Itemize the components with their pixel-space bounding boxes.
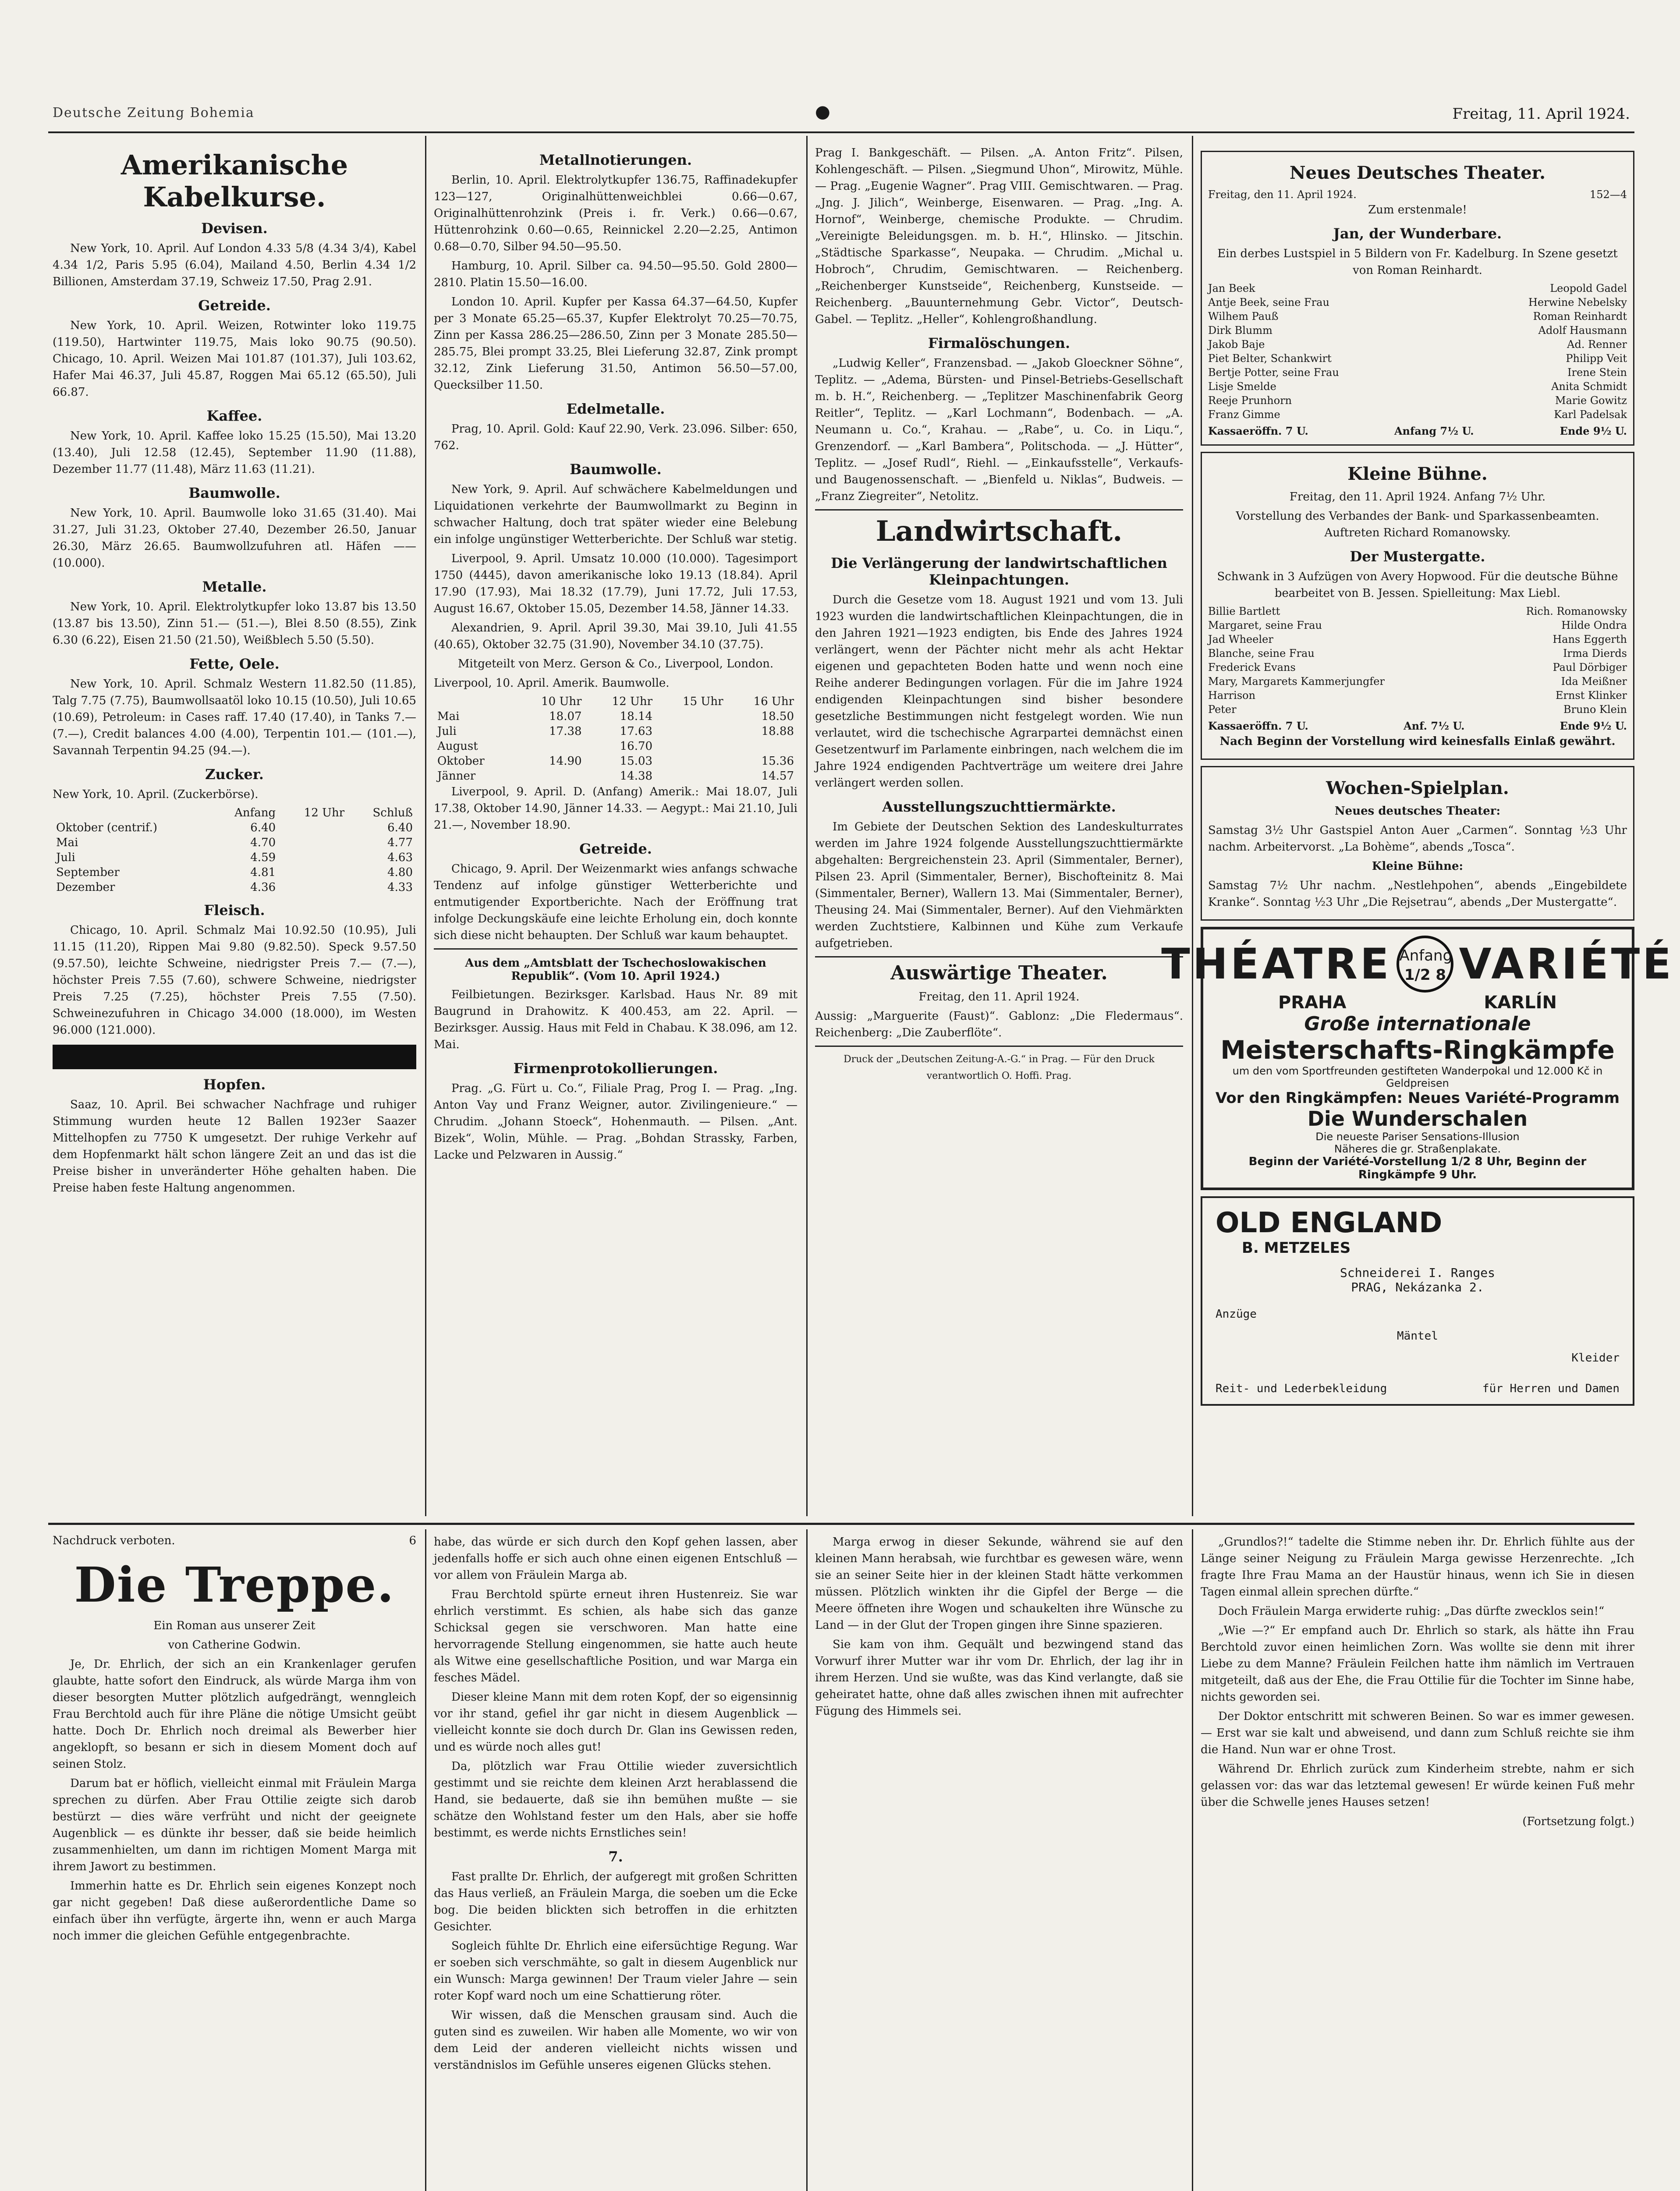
- oe-item: Mäntel: [1397, 1329, 1438, 1343]
- cast-actor: Irene Stein: [1567, 366, 1627, 379]
- table-cell: [279, 850, 348, 865]
- theatre-date-row: [1208, 188, 1627, 202]
- variete-line-8: Beginn der Variété-Vorstellung 1/2 8 Uhr, Beginn der Ringkämpfe 9 Uhr.: [1248, 1155, 1587, 1181]
- serial-paragraph: Frau Berchtold spürte erneut ihren Hustenreiz. Sie war ehrlich verstimmt. Es schien, als habe sich das ganze Schicksal gegen sie verschworen. Man hatte eine hervorragende Stellung eingenommen, sie hatte auch heute als Witwe eine gesellschaftliche Position, und war Marga ein fesches Mädel.: [434, 1588, 797, 1684]
- text-imprint: Druck der „Deutschen Zeitung-A.-G.“ in Prag. — Für den Druck verantwortlich O. Hoffi. Prag.: [844, 1054, 1155, 1081]
- table-cell: 4.33: [387, 881, 413, 894]
- serial-title: Die Treppe.: [74, 1556, 395, 1613]
- theatre-desc: Ein derbes Lustspiel in 5 Bildern von Fr. Kadelburg. In Szene gesetzt von Roman Reinhardt.: [1217, 247, 1618, 277]
- table-cell: Oktober: [437, 755, 485, 768]
- serial-top: [53, 1534, 416, 1548]
- oe-addr2: PRAG, Nekázanka 2.: [1351, 1280, 1484, 1294]
- table-cell: Dezember: [56, 881, 115, 894]
- text-alexandria: Alexandrien, 9. April. April 39.30, Mai 39.10, Juli 41.55 (40.65), Oktober 32.75 (31.90), November 34.10 (37.75).: [434, 621, 797, 651]
- cast-row: [1208, 604, 1627, 618]
- time-ende: Ende 9½ U.: [1559, 720, 1627, 732]
- table-header-cell: [434, 694, 514, 709]
- table-header-cell: Schluß: [372, 806, 413, 819]
- variete-line-1: Große internationale: [1304, 1013, 1531, 1035]
- table-cell: [279, 880, 348, 895]
- variete-title-row: [1161, 936, 1674, 993]
- variete-time: 1/2 8: [1404, 966, 1446, 984]
- column-market-reports: [53, 145, 416, 1516]
- text-ausw: Aussig: „Marguerite (Faust)“. Gablonz: „Die Fledermaus“. Reichenberg: „Die Zauberflöte“.: [815, 1010, 1183, 1039]
- variete-city: KARLÍN: [1484, 993, 1557, 1013]
- table-header-row: [434, 694, 797, 709]
- ad-neues-deutsches-theater: [1201, 151, 1634, 446]
- page-marker: ●: [815, 102, 830, 122]
- theatre-date: Freitag, den 11. April 1924.: [1208, 188, 1357, 201]
- serial-column-4: [1201, 1534, 1634, 2191]
- heading-loeschungen: Firmalöschungen.: [928, 335, 1070, 351]
- text-zucker-line: New York, 10. April. (Zuckerbörse).: [53, 788, 259, 801]
- table-cell: 17.38: [549, 725, 582, 738]
- variete-line-7: Näheres die gr. Straßenplakate.: [1334, 1143, 1501, 1155]
- text-ausw-date: Freitag, den 11. April 1924.: [918, 990, 1080, 1003]
- serial-paragraph: Darum bat er höflich, vielleicht einmal mit Fräulein Marga sprechen zu dürfen. Aber Frau Ottilie zeigte sich darob bestürzt — dies wäre verfrüht und nicht der geeignete Augenblick — es dünkte ihr besser, daß sie beide heimlich zusammenhielten, um dann im richtigen Moment Marga mit ihrem Jawort zu bestimmen.: [53, 1777, 416, 1873]
- table-header-cell: [53, 805, 209, 820]
- text-fette: New York, 10. April. Schmalz Western 11.82.50 (11.85), Talg 7.75 (7.75), Baumwollsaatöl loko 10.15 (10.50), Juli 10.65 (10.69), Petroleum: in Cases raff. 17.40 (17.40), in Tanks 7.— (7.—), Credit balances 4.00 (4.00), Terpentin 101.— (101.—), Savannah Terpentin 94.25 (94.—).: [53, 677, 416, 757]
- oe-title: OLD ENGLAND: [1216, 1207, 1443, 1239]
- serial-paragraph: Je, Dr. Ehrlich, der sich an ein Krankenlager gerufen glaubte, hatte sofort den Eindruck, als würde Marga ihm von dieser besorgten Mutter plötzlich aufgedrängt, wenngleich Frau Berchtold auch für ihre Pläne die nötige Umsicht geübt hatte. Doch Dr. Ehrlich noch dreimal als Bewerber hier angeklopft, so besann er sich in diesem Moment doch auf seinen Stolz.: [53, 1658, 416, 1771]
- heading-zucker: Zucker.: [205, 766, 264, 783]
- heading-hopfen: Hopfen.: [203, 1076, 266, 1093]
- text-loeschungen: „Ludwig Keller“, Franzensbad. — „Jakob Gloeckner Söhne“, Teplitz. — „Adema, Bürsten- und Pinsel-Betriebs-Gesellschaft m. b. H.“, Reichenberg. — „Teplitzer Maschinenfabrik Georg Reitler“, Teplitz. — „Karl Lochmann“, Bodenbach. — „A. Neumann u. Co.“, Krahau. — „Rabe“, u. Co. in Liqu.“, Grenzendorf. — „Karl Bambera“, Politschoda. — „J. Hütter“, Teplitz. — „Josef Rudl“, Riehl. — „Einkaufsstelle“, Verkaufs- und Baugenossenschaft. — „Bienfeld u. Niklas“, Budweis. — „Franz Ziegreiter“, Netolitz.: [815, 357, 1183, 503]
- heading-fleisch: Fleisch.: [204, 902, 265, 918]
- cast-actor: Herwine Nebelsky: [1528, 296, 1627, 308]
- variete-city: PRAHA: [1278, 993, 1347, 1013]
- serial-author: von Catherine Godwin.: [168, 1638, 301, 1652]
- text-liverpool-title: Liverpool, 10. April. Amerik. Baumwolle.: [434, 677, 670, 690]
- table-cell: 4.59: [250, 851, 276, 864]
- serial-paragraph: Der Doktor entschritt mit schweren Beinen. So war es immer gewesen. — Erst war sie kalt und abweisend, und dann zum Schluß reichte sie ihm die Hand. Nun war er ohne Trost.: [1201, 1710, 1634, 1756]
- cast-row: [1208, 365, 1627, 379]
- table-cell: 4.70: [250, 836, 276, 849]
- kb-note: Nach Beginn der Vorstellung wird keinesfalls Einlaß gewährt.: [1219, 735, 1616, 748]
- cast-role: Jad Wheeler: [1208, 633, 1273, 645]
- table-header-cell: 10 Uhr: [541, 695, 582, 708]
- table-cell: Jänner: [437, 769, 476, 783]
- cast-actor: Hans Eggerth: [1552, 633, 1627, 645]
- cast-actor: Leopold Gadel: [1550, 282, 1627, 294]
- heading-firmen: Firmenprotokollierungen.: [513, 1060, 718, 1077]
- kb-times: [1208, 719, 1627, 733]
- table-cell: [514, 769, 585, 784]
- table-cell: 6.40: [387, 821, 413, 834]
- table-row: [434, 754, 797, 769]
- cast-row: [1208, 281, 1627, 295]
- cast-row: [1208, 295, 1627, 309]
- table-cell: Mai: [437, 710, 460, 723]
- cast-role: Peter: [1208, 703, 1237, 716]
- table-cell: [279, 835, 348, 850]
- variete-cities: [1209, 993, 1626, 1013]
- text-hopfen: Saaz, 10. April. Bei schwacher Nachfrage und ruhiger Stimmung wurden heute 12 Ballen 1923er Saazer Mittelhopfen zu 7750 K umgesetzt. Der ruhige Verkehr auf dem Hopfenmarkt hält schon längere Zeit an und das ist die Preise bisher in unveränderter Höhe gehalten haben. Die Preise haben feste Haltung angenommen.: [53, 1098, 416, 1195]
- section-rule: [815, 956, 1183, 957]
- serial-column-3: [815, 1534, 1183, 2191]
- text-amtsblatt: Feilbietungen. Bezirksger. Karlsbad. Haus Nr. 89 mit Baugrund in Drahowitz. K 400.453, am 22. April. — Bezirksger. Aussig. Haus mit Feld in Chabau. K 38.096, am 12. Mai.: [434, 988, 797, 1051]
- cast-role: Reeje Prunhorn: [1208, 394, 1292, 407]
- table-cell: 4.77: [387, 836, 413, 849]
- column-divider: [1192, 136, 1193, 1516]
- cast-role: Franz Gimme: [1208, 408, 1280, 421]
- cast-actor: Hilde Ondra: [1561, 619, 1627, 631]
- table-cell: September: [56, 866, 120, 879]
- oe-footer: [1216, 1382, 1620, 1395]
- table-cell: Juli: [56, 851, 75, 864]
- table-cell: [514, 739, 585, 754]
- cast-role: Jan Beek: [1208, 282, 1255, 294]
- table-cell: Juli: [437, 725, 457, 738]
- heading-fette: Fette, Oele.: [189, 656, 280, 672]
- table-header-cell: Anfang: [234, 806, 276, 819]
- issue-date: Freitag, 11. April 1924.: [1452, 105, 1630, 123]
- cast-row: [1208, 646, 1627, 660]
- column-divider: [806, 136, 808, 1516]
- table-cell: [656, 739, 727, 754]
- cast-row: [1208, 309, 1627, 323]
- cast-list: [1208, 281, 1627, 422]
- table-cell: [279, 820, 348, 835]
- table-cell: 4.36: [250, 881, 276, 894]
- cast-row: [1208, 632, 1627, 646]
- table-cell: [656, 754, 727, 769]
- text-ausstellung: Im Gebiete der Deutschen Sektion des Landeskulturrates werden im Jahre 1924 folgende Ausstellungszuchttiermärkte abgehalten: Bergreichenstein 23. April (Simmentaler, Berner), Pilsen 23. April (Simmentaler, Berner), Bischofteinitz 8. Mai (Simmentaler, Berner), Wallern 13. Mai (Simmentaler, Berner), Theusing 24. Mai (Simmentaler, Berner). Auf den Viehmärkten werden Zuchtstiere, Kalbinnen und Kühe zum Verkaufe aufgetrieben.: [815, 820, 1183, 950]
- section-title-kabelkurse: Amerikanische Kabelkurse.: [121, 149, 348, 213]
- cast-row: [1208, 618, 1627, 632]
- oe-owner: B. METZELES: [1242, 1239, 1351, 1257]
- text-hamburg: Hamburg, 10. April. Silber ca. 94.50—95.50. Gold 2800—2810. Platin 15.50—16.00.: [434, 259, 797, 289]
- section-title-landwirtschaft: Landwirtschaft.: [875, 515, 1123, 548]
- table-cell: 14.57: [761, 769, 794, 783]
- table-cell: 18.07: [549, 710, 582, 723]
- variete-line-2: Meisterschafts-Ringkämpfe: [1220, 1035, 1615, 1065]
- heading-baumwolle: Baumwolle.: [570, 461, 662, 478]
- table-cell: 18.50: [761, 710, 794, 723]
- oe-addr1: Schneiderei I. Ranges: [1340, 1266, 1495, 1280]
- variete-line-4: Vor den Ringkämpfen: Neues Variété-Programm: [1215, 1089, 1620, 1107]
- variete-title-2: VARIÉTÉ: [1459, 940, 1674, 989]
- theatre-title: Neues Deutsches Theater.: [1289, 163, 1545, 183]
- variete-title-1: THÉATRE: [1161, 940, 1392, 989]
- section-rule: [815, 509, 1183, 511]
- cast-row: [1208, 660, 1627, 674]
- cast-row: [1208, 337, 1627, 351]
- cast-role: Dirk Blumm: [1208, 324, 1272, 337]
- table-header-cell: 16 Uhr: [753, 695, 794, 708]
- serial-paragraph: „Grundlos?!“ tadelte die Stimme neben ihr. Dr. Ehrlich fühlte aus der Länge seiner Neigung zu Fräulein Marga gewisse Herzenrechte. „Ich fragte Ihre Frau Mama an der Haustür hinaus, wenn ich Sie in diesen Tagen einmal allein sprechen dürfte.“: [1201, 1535, 1634, 1599]
- serial-column-1: [53, 1534, 416, 2191]
- cast-actor: Karl Padelsak: [1554, 408, 1627, 421]
- table-cell: 16.70: [620, 740, 653, 753]
- serial-paragraph: Während Dr. Ehrlich zurück zum Kinderheim strebte, nahm er sich gelassen vor: das war das letztemal gewesen! Er würde keinen Fuß mehr über die Schwelle jenes Hauses setzen!: [1201, 1762, 1634, 1809]
- wsp-text2: Samstag 7½ Uhr nachm. „Nestlehpohen“, abends „Eingebildete Kranke“. Sonntag ½3 Uhr „Die Rejsetrau“, abends „Der Mustergatte“.: [1208, 879, 1627, 909]
- serial-paragraph: Sogleich fühlte Dr. Ehrlich eine eifersüchtige Regung. War er soeben sich verschmähte, so galt in diesem Augenblick nur ein Wunsch: Marga gewinnen! Der Traum vieler Jahre — sein roter Kopf ward noch um eine Schattierung röter.: [434, 1939, 797, 2003]
- nachdruck: Nachdruck verboten.: [53, 1534, 175, 1547]
- heading-devisen: Devisen.: [201, 220, 268, 237]
- column-registers-agriculture: [815, 145, 1183, 1516]
- cast-role: Mary, Margarets Kammerjungfer: [1208, 675, 1385, 688]
- theatre-times: [1208, 424, 1627, 438]
- chapter-number: 7.: [608, 1848, 623, 1865]
- text-metalle: New York, 10. April. Elektrolytkupfer loko 13.87 bis 13.50 (13.87 bis 13.50), Zinn 51.— (51.—), Blei 8.50 (8.55), Zink 6.30 (6.22), Eisen 21.50 (21.50), Weißblech 5.50 (5.50).: [53, 600, 416, 647]
- variete-line-5: Die Wunderschalen: [1307, 1107, 1528, 1131]
- cast-role: Blanche, seine Frau: [1208, 647, 1315, 659]
- cast-role: Bertje Potter, seine Frau: [1208, 366, 1339, 379]
- ad-kleine-buehne: [1201, 452, 1634, 760]
- text-london: London 10. April. Kupfer per Kassa 64.37—64.50, Kupfer per 3 Monate 65.25—65.37, Kupfer Elektrolyt 70.25—70.75, Zinn per Kassa 286.25—286.50, Zinn per 3 Monate 285.50—285.75, Blei prompt 33.25, Blei Lieferung 32.87, Zink prompt 32.12, Zink Lieferung 31.50, Antimon 56.50—57.00, Quecksilber 11.50.: [434, 295, 797, 392]
- table-cell: [727, 739, 797, 754]
- ad-theatre-variete: [1161, 927, 1674, 1190]
- cast-role: Piet Belter, Schankwirt: [1208, 352, 1332, 365]
- cast-actor: Rich. Romanowsky: [1526, 605, 1627, 617]
- table-cell: 18.88: [761, 725, 794, 738]
- cast-actor: Philipp Veit: [1566, 352, 1627, 365]
- table-cell: August: [437, 740, 478, 753]
- oe-footer-right: für Herren und Damen: [1482, 1382, 1620, 1395]
- column-theatre-ads: [1161, 145, 1674, 1516]
- serial-paragraph: Immerhin hatte es Dr. Ehrlich sein eigenes Konzept noch gar nicht gegeben! Daß diese außerordentliche Dame so einfach über ihn verfügte, ärgerte ihn, wenn er auch Marga noch immer die gleichen Gefühle entgegenbrachte.: [53, 1879, 416, 1943]
- cast-actor: Paul Dörbiger: [1552, 661, 1627, 674]
- table-row: [434, 709, 797, 724]
- heading-kleinpachtungen: Die Verlängerung der landwirtschaftlichen Kleinpachtungen.: [831, 555, 1167, 588]
- section-rule: [815, 1046, 1183, 1047]
- table-cell: 15.36: [761, 755, 794, 768]
- theatre-first: Zum erstenmale!: [1368, 203, 1467, 216]
- table-row: [53, 850, 416, 865]
- table-cell: [656, 724, 727, 739]
- text-metalle: Berlin, 10. April. Elektrolytkupfer 136.75, Raffinadekupfer 123—127, Originalhüttenweichblei 0.66—0.67, Originalhüttenrohzink (Preis i. fr. Verk.) 0.66—0.67, Hüttenrohzink 0.60—0.65, Reinnickel 2.20—2.25, Antimon 0.68—0.70, Silber 94.50—95.50.: [434, 174, 797, 253]
- text-baumwolle: New York, 9. April. Auf schwächere Kabelmeldungen und Liquidationen verkehrte der Baumwollmarkt zu Beginn in schwacher Haltung, doch trat später wieder eine Belebung ein infolge ungünstiger Wetterberichte. Der Schluß war stetig.: [434, 483, 797, 546]
- table-cell: 17.63: [620, 725, 653, 738]
- table-cell: [656, 769, 727, 784]
- table-cell: 6.40: [250, 821, 276, 834]
- wsp-text: Samstag 3½ Uhr Gastspiel Anton Auer „Carmen“. Sonntag ½3 Uhr nachm. Arbeitervorst. „La Bohème“, abends „Tosca“.: [1208, 824, 1627, 854]
- heading-edelmetalle: Edelmetalle.: [566, 401, 665, 417]
- heading-ausstellung: Ausstellungszuchttiermärkte.: [882, 798, 1116, 815]
- table-row: [434, 724, 797, 739]
- kb-play: Der Mustergatte.: [1350, 548, 1485, 565]
- table-cell: [279, 865, 348, 880]
- cast-role: Margaret, seine Frau: [1208, 619, 1322, 631]
- time-ende: Ende 9½ U.: [1559, 425, 1627, 437]
- black-bar: [53, 1045, 416, 1069]
- serial-paragraph: habe, das würde er sich durch den Kopf gehen lassen, aber jedenfalls hoffe er sich auch ohne einen eigenen Entschluß — vor allem von Fräulein Marga ab.: [434, 1535, 797, 1582]
- heading-metalle: Metalle.: [202, 578, 267, 595]
- text-devisen: New York, 10. April. Auf London 4.33 5/8 (4.34 3/4), Kabel 4.34 1/2, Paris 5.95 (6.04), Mailand 4.50, Berlin 4.34 1/2 Billionen, Amsterdam 37.19, Schweiz 17.50, Prag 2.91.: [53, 242, 416, 288]
- cast-actor: Adolf Hausmann: [1538, 324, 1627, 337]
- cast-actor: Bruno Klein: [1563, 703, 1627, 716]
- serial-subtitle: Ein Roman aus unserer Zeit: [153, 1619, 315, 1632]
- serial-paragraph: Wir wissen, daß die Menschen grausam sind. Auch die guten sind es zuweilen. Wir haben alle Momente, wo wir von dem Leid der anderen vielleicht nichts wissen und verständnislos im Gefühle unseres eigenen Glücks stehen.: [434, 2009, 797, 2072]
- text-firmen: Prag. „G. Fürt u. Co.“, Filiale Prag, Prog I. — Prag. „Ing. Anton Vay und Franz Weigner, autor. Zivilingenieure.“ — Chrudim. „Johann Stoeck“, Hohenmauth. — Pilsen. „Ant. Bizek“, Wolin, Mühle. — Prag. „Bohdan Strassky, Farben, Lacke und Pelzwaren in Aussig.“: [434, 1082, 797, 1162]
- table-header-cell: 12 Uhr: [304, 806, 345, 819]
- table-cell: Mai: [56, 836, 78, 849]
- cast-role: Frederick Evans: [1208, 661, 1296, 674]
- cast-row: [1208, 323, 1627, 337]
- cast-row: [1208, 394, 1627, 408]
- theatre-number: 152—4: [1589, 188, 1627, 201]
- table-cell: 15.03: [620, 755, 653, 768]
- table-row: [53, 820, 416, 835]
- text-liverpool-2: Liverpool, 9. April. D. (Anfang) Amerik.: Mai 18.07, Juli 17.38, Oktober 14.90, Jänner 14.33. — Aegypt.: Mai 21.10, Juli 21.—, November 18.90.: [434, 785, 797, 832]
- column-divider: [1192, 1529, 1193, 2191]
- kb-desc2: Schwank in 3 Aufzügen von Avery Hopwood. Für die deutsche Bühne bearbeitet von B. Jessen. Spielleitung: Max Liebl.: [1217, 570, 1618, 600]
- cast-actor: Ida Meißner: [1561, 675, 1627, 688]
- ad-old-england: [1201, 1196, 1634, 1406]
- text-getreide: New York, 10. April. Weizen, Rotwinter loko 119.75 (119.50), Hartwinter 119.75, Mais loko 90.75 (90.50). Chicago, 10. April. Weizen Mai 101.87 (101.37), Juli 103.62, Hafer Mai 46.37, Juli 45.87, Roggen Mai 65.12 (65.50), Juli 66.87.: [53, 319, 416, 399]
- table-cell: Oktober (centrif.): [56, 821, 158, 834]
- heading-getreide: Getreide.: [198, 297, 271, 314]
- table-cell: 14.90: [549, 755, 582, 768]
- text-mitgeteilt: Mitgeteilt von Merz. Gerson & Co., Liverpool, London.: [457, 657, 774, 670]
- table-row: [53, 880, 416, 895]
- text-kaffee: New York, 10. April. Kaffee loko 15.25 (15.50), Mai 13.20 (13.40), Juli 12.58 (12.45), September 11.90 (11.88), Dezember 11.77 (11.48), März 11.63 (11.21).: [53, 429, 416, 476]
- heading-baumwolle: Baumwolle.: [188, 485, 280, 501]
- text-liverpool: Liverpool, 9. April. Umsatz 10.000 (10.000). Tagesimport 1750 (4445), davon amerikanische loko 19.13 (18.84). April 17.90 (17.93), Mai 18.32 (17.79), Juni 17.72, Juli 17.53, August 16.67, Oktober 15.05, Dezember 14.58, Jänner 14.33.: [434, 552, 797, 615]
- cast-row: [1208, 408, 1627, 422]
- cast-actor: Anita Schmidt: [1551, 380, 1627, 393]
- serial-number: 6: [409, 1534, 416, 1547]
- kb-desc: Vorstellung des Verbandes der Bank- und Sparkassenbeamten. Auftreten Richard Romanowsky.: [1236, 510, 1599, 539]
- table-header-row: [53, 805, 416, 820]
- serial-paragraph: Doch Fräulein Marga erwiderte ruhig: „Das dürfte zwecklos sein!“: [1218, 1605, 1605, 1618]
- table-cell: 4.81: [250, 866, 276, 879]
- table-row: [53, 835, 416, 850]
- text-landwirtschaft: Durch die Gesetze vom 18. August 1921 und vom 13. Juli 1923 wurden die landwirtschaftlichen Kleinpachtungen, die in den Jahren 1921—1923 endigten, bis Ende des Jahres 1924 verlängert, wenn der Pächter nicht mehr als acht Hektar eigenen und gepachteten Boden hatte und wenn noch eine Reihe anderer Bedingungen vorlagen. Für die im Jahre 1924 endigenden Kleinpachtungen sind bisher besondere gesetzliche Bestimmungen nicht festgelegt worden. Wie nun verlautet, wird die tschechische Agrarpartei demnächst einen Gesetzentwurf im Parlamente einbringen, nach welchem die im Jahre 1924 endigenden Pachtverträge um weitere drei Jahre verlängert werden sollen.: [815, 593, 1183, 790]
- table-header-cell: 15 Uhr: [683, 695, 723, 708]
- variete-anfang: Anfang: [1399, 947, 1453, 964]
- serial-paragraph: Da, plötzlich war Frau Ottilie wieder zuversichtlich gestimmt und sie reichte dem kleinen Arzt herablassend die Hand, sie bedauerte, daß sie ihn bemühen mußte — sie schätze den Wohlstand fester um den Hals, aber sie hoffe bestimmt, es werde nichts Ernstliches sein!: [434, 1760, 797, 1840]
- cast-actor: Ad. Renner: [1567, 338, 1627, 351]
- table-cell: [656, 709, 727, 724]
- cast-row: [1208, 351, 1627, 365]
- feuilleton-rule: [48, 1523, 1634, 1525]
- text-baumwolle: New York, 10. April. Baumwolle loko 31.65 (31.40). Mai 31.27, Juli 31.23, Oktober 27.40, Dezember 26.50, Januar 26.30, März 26.65. Baumwollzufuhren atl. Häfen —— (10.000).: [53, 507, 416, 570]
- cast-role: Billie Bartlett: [1208, 605, 1280, 617]
- heading-metallnotierungen: Metallnotierungen.: [539, 152, 692, 168]
- section-rule: [434, 948, 797, 950]
- theatre-play: Jan, der Wunderbare.: [1333, 225, 1502, 242]
- text-edelmetalle: Prag, 10. April. Gold: Kauf 22.90, Verk. 23.096. Silber: 650, 762.: [434, 422, 797, 452]
- heading-getreide: Getreide.: [579, 840, 652, 857]
- time-anfang: Anfang 7½ U.: [1394, 425, 1474, 437]
- column-divider: [425, 136, 426, 1516]
- column-divider: [425, 1529, 426, 2191]
- table-cell: 14.38: [620, 769, 653, 783]
- cast-row: [1208, 379, 1627, 394]
- text-firmen-cont: Prag I. Bankgeschäft. — Pilsen. „A. Anton Fritz“. Pilsen, Kohlengeschäft. — Pilsen. „Siegmund Uhon“, Mirowitz, Mühle. — Prag. „Eugenie Wagner“. Prag VIII. Gemischtwaren. — Prag. „Jng. J. Jilich“, Weinberge, Eisenwaren. — Prag. „Ing. A. Hornof“, Weinberge, chemische Produkte. — Chrudim. „Vereinigte Beleidungsgen. m. b. H.“, Hlinsko. — Jitschin. „Städtische Sparkasse“, Neupaka. — Chrudim. „Michal u. Hobroch“, Chrudim, Gemischtwaren. — Reichenberg. „Reichenberger Kunstseide“, Reichenberg, Kunstseide. — Reichenberg. „Bauunternehmung Gebr. Victor“, Deutsch-Gabel. — Teplitz. „Heller“, Kohlengroßhandlung.: [815, 146, 1183, 326]
- cast-list: [1208, 604, 1627, 716]
- cast-role: Jakob Baje: [1208, 338, 1265, 351]
- time-kassa: Kassaeröffn. 7 U.: [1208, 720, 1308, 732]
- serial-paragraph: Fast prallte Dr. Ehrlich, der aufgeregt mit großen Schritten das Haus verließ, an Fräulein Marga, die soeben um die Ecke bog. Die beiden blickten sich betroffen in die erhitzten Gesichter.: [434, 1870, 797, 1933]
- variete-line-6: Die neueste Pariser Sensations-Illusion: [1315, 1131, 1520, 1143]
- serial-paragraph: Sie kam von ihm. Gequält und bezwingend stand das Vorwurf ihrer Mutter war ihr vom Dr. Ehrlich, der lag ihr in ihrem Herzen. Und sie wußte, was das Kind verlangte, daß sie geheiratet hatte, ohne daß alles zwischen ihnen mit aufrechter Fügung des Himmels sei.: [815, 1638, 1183, 1718]
- variete-line-3: um den vom Sportfreunden gestifteten Wanderpokal und 12.000 Kč in Geldpreisen: [1232, 1065, 1603, 1089]
- oe-item: Anzüge: [1216, 1308, 1257, 1321]
- serial-paragraph: Dieser kleine Mann mit dem roten Kopf, der so eigensinnig vor ihr stand, gefiel ihr gar nicht in diesem Augenblick — vielleicht konnte sie doch durch Dr. Glan ins Gewissen reden, und es würde noch alles gut!: [434, 1691, 797, 1754]
- variete-circle: [1396, 936, 1453, 993]
- wsp-title: Wochen-Spielplan.: [1326, 778, 1509, 798]
- table-cell: 18.14: [620, 710, 653, 723]
- cast-role: Lisje Smelde: [1208, 380, 1276, 393]
- table-header-cell: 12 Uhr: [612, 695, 653, 708]
- cast-actor: Irma Dierds: [1563, 647, 1627, 659]
- fortsetzung-folgt: (Fortsetzung folgt.): [1522, 1815, 1634, 1828]
- table-row: [434, 739, 797, 754]
- table-row: [434, 769, 797, 784]
- oe-item: Kleider: [1571, 1351, 1620, 1365]
- time-kassa: Kassaeröffn. 7 U.: [1208, 425, 1308, 437]
- serial-paragraph: Marga erwog in dieser Sekunde, während sie auf den kleinen Mann herabsah, wie furchtbar es gewesen wäre, wenn sie an seiner Seite hier in der kleinen Stadt hätte verkommen müssen. Plötzlich winkten ihr die Gipfel der Berge — die Meere öffneten ihre Wogen und schaukelten ihre Wünsche zu Land — in der Glut der Tropen gingen ihre Sinne spazieren.: [815, 1535, 1183, 1632]
- section-title-auswaertige-theater: Auswärtige Theater.: [890, 962, 1108, 984]
- serial-column-2: [434, 1534, 797, 2191]
- heading-kaffee: Kaffee.: [206, 408, 262, 424]
- cast-role: Harrison: [1208, 689, 1256, 702]
- table-zucker: [53, 805, 416, 895]
- time-anfang: Anf. 7½ U.: [1404, 720, 1465, 732]
- cast-row: [1208, 674, 1627, 688]
- cast-row: [1208, 702, 1627, 716]
- cast-actor: Marie Gowitz: [1555, 394, 1627, 407]
- header-rule: [48, 131, 1634, 133]
- masthead-small: Deutsche Zeitung Bohemia: [53, 105, 255, 121]
- table-cell: 4.63: [387, 851, 413, 864]
- table-liverpool: [434, 694, 797, 784]
- text-fleisch: Chicago, 10. April. Schmalz Mai 10.92.50 (10.95), Juli 11.15 (11.20), Rippen Mai 9.80 (9.82.50). Speck 9.57.50 (9.57.50), leichte Schweine, niedrigster Preis 7.— (7.—), höchster Preis 7.55 (7.60), schwere Schweine, niedrigster Preis 7.25 (7.25), höchster Preis 7.55 (7.50). Schweinezufuhren in Chicago 34.000 (18.000), im Westen 96.000 (121.000).: [53, 924, 416, 1037]
- kb-title: Kleine Bühne.: [1347, 464, 1488, 484]
- table-row: [53, 865, 416, 880]
- cast-actor: Ernst Klinker: [1556, 689, 1627, 702]
- cast-actor: Roman Reinhardt: [1533, 310, 1627, 323]
- ad-wochen-spielplan: [1201, 766, 1634, 921]
- column-divider: [806, 1529, 808, 2191]
- cast-role: Antje Beek, seine Frau: [1208, 296, 1329, 308]
- serial-paragraph: „Wie —?“ Er empfand auch Dr. Ehrlich so stark, als hätte ihn Frau Berchtold zuvor einen heimlichen Zorn. Was wollte sie denn mit ihrer Liebe zu dem Manne? Fräulein Feilchen hatte ihm nämlich im Vertrauen mitgeteilt, daß aus der Ehe, die Frau Ottilie für die Tochter im Sinne habe, nichts geworden sei.: [1201, 1624, 1634, 1704]
- wsp-sub: Neues deutsches Theater:: [1334, 805, 1501, 818]
- table-cell: 4.80: [387, 866, 413, 879]
- kb-date: Freitag, den 11. April 1924. Anfang 7½ Uhr.: [1289, 490, 1546, 503]
- oe-footer-left: Reit- und Lederbekleidung: [1216, 1382, 1387, 1395]
- column-metals-cotton: [434, 145, 797, 1516]
- heading-amtsblatt: Aus dem „Amtsblatt der Tschechoslowakischen Republik“. (Vom 10. April 1924.): [465, 957, 766, 983]
- wsp-sub2: Kleine Bühne:: [1372, 860, 1464, 873]
- cast-role: Wilhem Pauß: [1208, 310, 1279, 323]
- text-getreide: Chicago, 9. April. Der Weizenmarkt wies anfangs schwache Tendenz auf infolge günstiger Wetterberichte und entmutigender Exportberichte. Nach der Eröffnung trat infolge Deckungskäufe eine leichte Erholung ein, doch konnte sich diese nicht behaupten. Der Schluß war kaum behauptet.: [434, 862, 797, 942]
- cast-row: [1208, 688, 1627, 702]
